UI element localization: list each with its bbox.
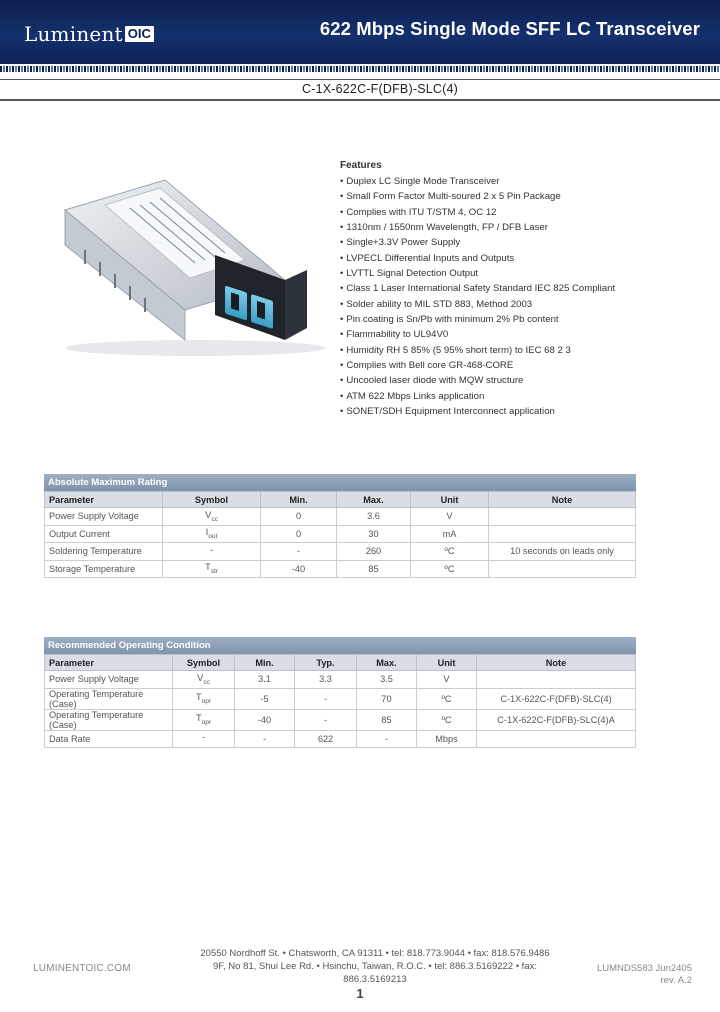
cell-unit: V bbox=[417, 671, 477, 689]
cell-max: 85 bbox=[357, 709, 417, 730]
recommended-operating-condition-table bbox=[44, 637, 636, 748]
cell-unit: Mbps bbox=[417, 730, 477, 748]
cell-min: -5 bbox=[235, 688, 295, 709]
feature-item: • Solder ability to MIL STD 883, Method 2003 bbox=[340, 297, 670, 312]
col-note: Note bbox=[489, 492, 636, 508]
table-row bbox=[45, 525, 636, 543]
cell-symbol: - bbox=[173, 730, 235, 748]
address-line-usa: 20550 Nordhoff St. • Chatsworth, CA 91311 • tel: 818.773.9044 • fax: 818.576.9486 bbox=[200, 948, 550, 959]
cell-max: 30 bbox=[337, 525, 411, 543]
cell-symbol: $T_{str}$ bbox=[163, 560, 261, 578]
cell-unit: ºC bbox=[411, 543, 489, 561]
cell-unit: ºC bbox=[411, 560, 489, 578]
logo-badge: OIC bbox=[125, 26, 154, 42]
col-unit: Unit bbox=[411, 492, 489, 508]
cell-parameter: Output Current bbox=[45, 525, 163, 543]
col-note: Note bbox=[477, 655, 636, 671]
cell-typ: - bbox=[295, 688, 357, 709]
cell-symbol: $T_{opr}$ bbox=[173, 688, 235, 709]
cell-note: 10 seconds on leads only bbox=[489, 543, 636, 561]
feature-item: • Humidity RH 5 85% (5 95% short term) to IEC 68 2 3 bbox=[340, 343, 670, 358]
feature-item: • SONET/SDH Equipment Interconnect application bbox=[340, 404, 670, 419]
feature-item: • Uncooled laser diode with MQW structure bbox=[340, 373, 670, 388]
table-row bbox=[45, 730, 636, 748]
cell-min: -40 bbox=[261, 560, 337, 578]
divider-top bbox=[0, 79, 720, 80]
cell-parameter: Power Supply Voltage bbox=[45, 671, 173, 689]
features-list bbox=[340, 174, 670, 420]
table-row bbox=[45, 508, 636, 526]
cell-max: 260 bbox=[337, 543, 411, 561]
cell-parameter: Operating Temperature (Case) bbox=[45, 709, 173, 730]
part-number: C-1X-622C-F(DFB)-SLC(4) bbox=[301, 82, 458, 96]
document-revision: rev. A.2 bbox=[660, 975, 692, 986]
cell-symbol: $V_{cc}$ bbox=[163, 508, 261, 526]
feature-item: • LVPECL Differential Inputs and Outputs bbox=[340, 251, 670, 266]
address-line-taiwan: 9F, No 81, Shui Lee Rd. • Hsinchu, Taiwan, R.O.C. • tel: 886.3.5169222 • fax: 886.3.5169213 bbox=[212, 961, 537, 985]
col-max: Max. bbox=[357, 655, 417, 671]
cell-unit: ºC bbox=[417, 688, 477, 709]
feature-item: • LVTTL Signal Detection Output bbox=[340, 266, 670, 281]
table-row bbox=[45, 543, 636, 561]
table-header-row bbox=[45, 655, 636, 671]
table-row bbox=[45, 688, 636, 709]
cell-note bbox=[489, 560, 636, 578]
cell-unit: mA bbox=[411, 525, 489, 543]
col-symbol: Symbol bbox=[163, 492, 261, 508]
footer-website-link[interactable]: LUMINENTOIC.COM bbox=[33, 963, 131, 974]
features-title: Features bbox=[340, 160, 382, 171]
logo-text: Luminent bbox=[24, 22, 123, 46]
cell-symbol: $V_{cc}$ bbox=[173, 671, 235, 689]
cell-min: 0 bbox=[261, 525, 337, 543]
luminent-logo[interactable] bbox=[24, 22, 154, 46]
feature-item: • ATM 622 Mbps Links application bbox=[340, 389, 670, 404]
header-band bbox=[0, 0, 720, 64]
cell-parameter: Data Rate bbox=[45, 730, 173, 748]
cell-min: -40 bbox=[235, 709, 295, 730]
col-parameter: Parameter bbox=[45, 492, 163, 508]
cell-parameter: Soldering Temperature bbox=[45, 543, 163, 561]
cell-min: - bbox=[261, 543, 337, 561]
cell-note bbox=[477, 730, 636, 748]
col-min: Min. bbox=[261, 492, 337, 508]
table-row bbox=[45, 709, 636, 730]
table-title: Absolute Maximum Rating bbox=[44, 474, 636, 491]
feature-item: • Complies with Bell core GR-468-CORE bbox=[340, 358, 670, 373]
page-number: 1 bbox=[356, 986, 364, 1001]
col-unit: Unit bbox=[417, 655, 477, 671]
feature-item: • Single+3.3V Power Supply bbox=[340, 235, 670, 250]
cell-max: 85 bbox=[337, 560, 411, 578]
feature-item: • Flammability to UL94V0 bbox=[340, 327, 670, 342]
feature-item: • Small Form Factor Multi-soured 2 x 5 Pin Package bbox=[340, 189, 670, 204]
col-min: Min. bbox=[235, 655, 295, 671]
cell-symbol: - bbox=[163, 543, 261, 561]
col-parameter: Parameter bbox=[45, 655, 173, 671]
page-title: 622 Mbps Single Mode SFF LC Transceiver bbox=[319, 18, 700, 39]
document-id: LUMNDS583 Jun2405 bbox=[596, 963, 692, 974]
transceiver-product-image bbox=[45, 170, 330, 360]
table-title: Recommended Operating Condition bbox=[44, 637, 636, 654]
cell-max: - bbox=[357, 730, 417, 748]
cell-note: C-1X-622C-F(DFB)-SLC(4) bbox=[477, 688, 636, 709]
table-row bbox=[45, 560, 636, 578]
header-accent-bar bbox=[0, 66, 720, 72]
cell-parameter: Storage Temperature bbox=[45, 560, 163, 578]
cell-note bbox=[489, 525, 636, 543]
cell-note bbox=[489, 508, 636, 526]
table-row bbox=[45, 671, 636, 689]
absolute-maximum-rating-table bbox=[44, 474, 636, 578]
cell-unit: ºC bbox=[417, 709, 477, 730]
cell-min: 3.1 bbox=[235, 671, 295, 689]
cell-typ: 3.3 bbox=[295, 671, 357, 689]
col-typ: Typ. bbox=[295, 655, 357, 671]
cell-unit: V bbox=[411, 508, 489, 526]
cell-min: 0 bbox=[261, 508, 337, 526]
divider-bottom bbox=[0, 99, 720, 101]
feature-item: • 1310nm / 1550nm Wavelength, FP / DFB Laser bbox=[340, 220, 670, 235]
cell-parameter: Operating Temperature (Case) bbox=[45, 688, 173, 709]
cell-parameter: Power Supply Voltage bbox=[45, 508, 163, 526]
feature-item: • Complies with ITU T/STM 4, OC 12 bbox=[340, 205, 670, 220]
cell-max: 3.5 bbox=[357, 671, 417, 689]
col-max: Max. bbox=[337, 492, 411, 508]
cell-symbol: $T_{opr}$ bbox=[173, 709, 235, 730]
feature-item: • Duplex LC Single Mode Transceiver bbox=[340, 174, 670, 189]
cell-min: - bbox=[235, 730, 295, 748]
feature-item: • Class 1 Laser International Safety Standard IEC 825 Compliant bbox=[340, 281, 670, 296]
cell-typ: 622 bbox=[295, 730, 357, 748]
feature-item: • Pin coating is Sn/Pb with minimum 2% Pb content bbox=[340, 312, 670, 327]
cell-symbol: $I_{out}$ bbox=[163, 525, 261, 543]
col-symbol: Symbol bbox=[173, 655, 235, 671]
cell-note bbox=[477, 671, 636, 689]
footer-doc-info bbox=[597, 963, 692, 987]
cell-note: C-1X-622C-F(DFB)-SLC(4)A bbox=[477, 709, 636, 730]
cell-max: 3.6 bbox=[337, 508, 411, 526]
table-header-row bbox=[45, 492, 636, 508]
cell-typ: - bbox=[295, 709, 357, 730]
cell-max: 70 bbox=[357, 688, 417, 709]
footer-addresses bbox=[200, 947, 550, 986]
features-section bbox=[340, 160, 670, 420]
